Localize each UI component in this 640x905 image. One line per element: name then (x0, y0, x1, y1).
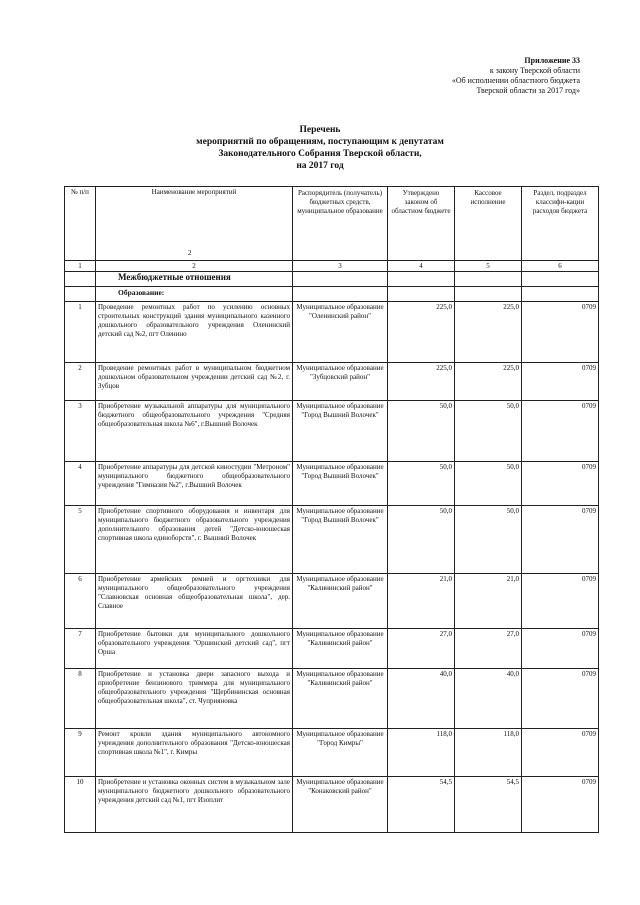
col-number: 1 (65, 261, 96, 272)
row-manager: Муниципальное образование "Конаковский район" (293, 777, 388, 833)
document-title (0, 124, 640, 172)
row-manager: Муниципальное образование "Город Вышний Волочек" (293, 506, 388, 574)
row-number: 5 (65, 506, 96, 574)
row-approved: 50,0 (388, 401, 455, 462)
section-empty-cell (293, 272, 388, 287)
subsection-empty-cell (65, 287, 96, 302)
row-approved: 225,0 (388, 302, 455, 363)
header-executed: Кассовое исполнение (455, 187, 522, 261)
row-executed: 50,0 (455, 462, 522, 506)
row-measure-name: Ремонт кровли здания муниципального автономного учреждения дополнительного образования "Детско-юношеская спортивная школа №1", г. Кимры (96, 729, 293, 777)
subsection-label: Образование: (96, 287, 293, 302)
row-measure-name: Приобретение музыкальной аппаратуры для муниципального бюджетного общеобразовательного учреждения "Средняя общеобразовательная школа №6", г.Вышний Волочек (96, 401, 293, 462)
row-executed: 118,0 (455, 729, 522, 777)
row-section-code: 0709 (522, 669, 599, 729)
row-measure-name: Приобретение и установка двери запасного выхода и приобретение бензинового триммера для муниципального общеобразовательного учреждения "Щербининская основная общеобразовательная школа", ст. Чуприяновка (96, 669, 293, 729)
row-executed: 50,0 (455, 401, 522, 462)
appendix-title: Приложение 33 (524, 56, 580, 65)
appendix-line-2: «Об исполнении областного бюджета (451, 76, 580, 85)
row-section-code: 0709 (522, 506, 599, 574)
row-manager: Муниципальное образование "Зубцовский район" (293, 363, 388, 401)
row-executed: 40,0 (455, 669, 522, 729)
row-approved: 21,0 (388, 574, 455, 629)
table-row (65, 629, 599, 669)
col-number: 3 (293, 261, 388, 272)
section-empty-cell (65, 272, 96, 287)
row-approved: 50,0 (388, 506, 455, 574)
row-section-code: 0709 (522, 462, 599, 506)
row-executed: 21,0 (455, 574, 522, 629)
table-row (65, 462, 599, 506)
row-section-code: 0709 (522, 729, 599, 777)
header-name (96, 187, 293, 261)
row-section-code: 0709 (522, 401, 599, 462)
row-number: 6 (65, 574, 96, 629)
row-number: 2 (65, 363, 96, 401)
section-empty-cell (455, 272, 522, 287)
row-manager: Муниципальное образование "Калининский район" (293, 629, 388, 669)
row-section-code: 0709 (522, 629, 599, 669)
header-mark: 2 (188, 249, 192, 257)
row-section-code: 0709 (522, 363, 599, 401)
row-number: 9 (65, 729, 96, 777)
row-manager: Муниципальное образование "Оленинский район" (293, 302, 388, 363)
row-measure-name: Приобретение аппаратуры для детской киностудии "Метроном" муниципального бюджетного общеобразовательного учреждения "Гимназия №2", г.Вышний Волочек (96, 462, 293, 506)
title-line-1: Перечень (299, 125, 341, 135)
row-measure-name: Приобретение и установка оконных систем в музыкальном зале муниципального бюджетного дошкольного образовательного учреждения детский сад №1, пгт Изоплит (96, 777, 293, 833)
subsection-row (65, 287, 599, 302)
table-row (65, 401, 599, 462)
appendix-line-1: к закону Тверской области (489, 66, 580, 75)
title-line-4: на 2017 год (296, 161, 344, 171)
table-row (65, 302, 599, 363)
row-approved: 118,0 (388, 729, 455, 777)
header-row (65, 187, 599, 261)
row-number: 10 (65, 777, 96, 833)
header-manager: Распорядитель (получатель) бюджетных средств, муниципальное образование (293, 187, 388, 261)
row-approved: 40,0 (388, 669, 455, 729)
subsection-empty-cell (388, 287, 455, 302)
header-name-text: Наименование мероприятий (151, 188, 237, 196)
row-executed: 54,5 (455, 777, 522, 833)
section-empty-cell (522, 272, 599, 287)
subsection-empty-cell (522, 287, 599, 302)
row-measure-name: Приобретение спортивного оборудования и инвентаря для муниципального бюджетного образовательного учреждения дополнительного образования детей "Детско-юношеская спортивная школа единоборств", г. Вышний Волочек (96, 506, 293, 574)
table-row (65, 506, 599, 574)
title-line-2: мероприятий по обращениям, поступающим к депутатам (196, 137, 444, 147)
row-section-code: 0709 (522, 302, 599, 363)
col-number: 4 (388, 261, 455, 272)
title-line-3: Законодательного Собрания Тверской области, (218, 149, 422, 159)
row-executed: 225,0 (455, 302, 522, 363)
row-approved: 50,0 (388, 462, 455, 506)
row-approved: 54,5 (388, 777, 455, 833)
row-number: 8 (65, 669, 96, 729)
subsection-empty-cell (293, 287, 388, 302)
row-measure-name: Проведение ремонтных работ по усилению основных строительных конструкций здания муниципального казенного дошкольного образовательного учреждения Оленинский детский сад №2, пгт Оленино (96, 302, 293, 363)
appendix-line-3: Тверской области за 2017 год» (476, 86, 580, 95)
row-executed: 27,0 (455, 629, 522, 669)
row-manager: Муниципальное образование "Город Вышний Волочек" (293, 462, 388, 506)
col-number: 6 (522, 261, 599, 272)
header-approved: Утверждено законом об областном бюджете (388, 187, 455, 261)
header-section: Раздел, подраздел классифи-кации расходов бюджета (522, 187, 599, 261)
col-number: 2 (96, 261, 293, 272)
row-number: 7 (65, 629, 96, 669)
row-measure-name: Приобретение армейских ремней и оргтехники для муниципального общеобразовательного учреждения "Славновская основная общеобразовательная школа", дер. Славное (96, 574, 293, 629)
row-section-code: 0709 (522, 777, 599, 833)
table-row (65, 669, 599, 729)
row-number: 1 (65, 302, 96, 363)
col-number: 5 (455, 261, 522, 272)
row-manager: Муниципальное образование "Город Кимры" (293, 729, 388, 777)
section-label: Межбюджетные отношения (96, 272, 293, 287)
table-row (65, 363, 599, 401)
row-executed: 225,0 (455, 363, 522, 401)
row-measure-name: Проведение ремонтных работ в муниципальном бюджетном дошкольном образовательном учреждении детский сад №2, г. Зубцов (96, 363, 293, 401)
section-row (65, 272, 599, 287)
table-row (65, 777, 599, 833)
table-row (65, 574, 599, 629)
appendix-block (452, 56, 580, 96)
header-num: № п/п (65, 187, 96, 261)
row-manager: Муниципальное образование "Калининский район" (293, 574, 388, 629)
subsection-empty-cell (455, 287, 522, 302)
row-number: 3 (65, 401, 96, 462)
row-number: 4 (65, 462, 96, 506)
row-manager: Муниципальное образование "Город Вышний Волочек" (293, 401, 388, 462)
row-approved: 225,0 (388, 363, 455, 401)
section-empty-cell (388, 272, 455, 287)
row-executed: 50,0 (455, 506, 522, 574)
row-measure-name: Приобретение бытовки для муниципального дошкольного образовательного учреждения "Оршинский детский сад", пгт Орша (96, 629, 293, 669)
row-manager: Муниципальное образование "Калининский район" (293, 669, 388, 729)
table-row (65, 729, 599, 777)
column-number-row (65, 261, 599, 272)
row-section-code: 0709 (522, 574, 599, 629)
measures-table (64, 186, 599, 833)
row-approved: 27,0 (388, 629, 455, 669)
